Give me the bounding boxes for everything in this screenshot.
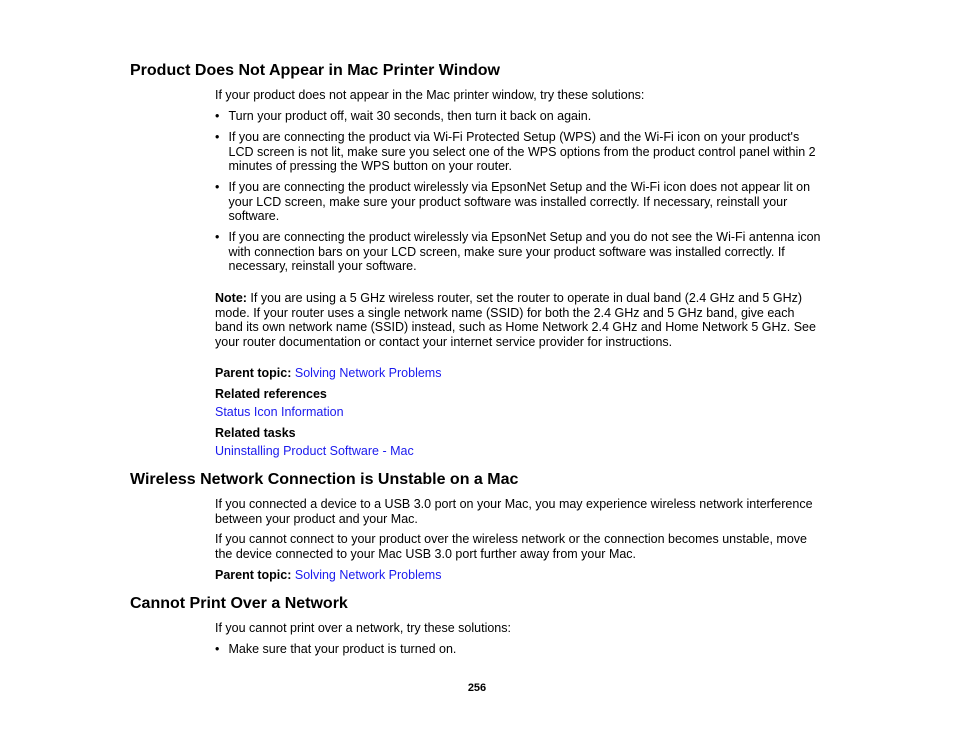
bullet-glyph: • xyxy=(215,130,220,144)
parent-topic xyxy=(215,568,825,583)
section-title-mac-printer-window: Product Does Not Appear in Mac Printer Window xyxy=(130,62,500,79)
bullet-glyph: • xyxy=(215,642,220,656)
note-paragraph xyxy=(215,291,825,349)
note-text: If you are using a 5 GHz wireless router, set the router to operate in dual band (2.4 GHz and 5 GHz) mode. If your router uses a single network name (SSID) for both the 2.4 GHz and 5 GHz band, give each band its own network name (SSID) instead, such as Home Network 2.4 GHz and Home Network 5 GHz. See your router documentation or contact your internet service provider for instructions. xyxy=(215,291,816,349)
list-item-text: Turn your product off, wait 30 seconds, then turn it back on again. xyxy=(228,109,592,123)
parent-topic-link[interactable]: Solving Network Problems xyxy=(294,568,442,582)
parent-topic-label: Parent topic: xyxy=(215,568,292,582)
bullet-glyph: • xyxy=(215,109,220,123)
list-item xyxy=(215,230,825,274)
section-title-cannot-print: Cannot Print Over a Network xyxy=(130,595,348,612)
list-item xyxy=(215,180,825,224)
section-title-wireless-unstable: Wireless Network Connection is Unstable on a Mac xyxy=(130,471,519,488)
list-item-text: If you are connecting the product wirelessly via EpsonNet Setup and you do not see the Wi-Fi antenna icon with connection bars on your LCD screen, make sure your product software was installed correctly. If necessary, reinstall your software. xyxy=(228,230,821,274)
uninstalling-software-link[interactable]: Uninstalling Product Software - Mac xyxy=(215,444,414,458)
list-item-text: If you are connecting the product via Wi-Fi Protected Setup (WPS) and the Wi-Fi icon on your product's LCD screen is not lit, make sure you select one of the WPS options from the product control panel within 2 minutes of pressing the WPS button on your router. xyxy=(228,130,816,174)
related-references-item xyxy=(215,405,825,420)
related-references-label xyxy=(215,387,825,402)
bullet-glyph: • xyxy=(215,180,220,194)
related-tasks-label xyxy=(215,426,825,441)
related-tasks-heading: Related tasks xyxy=(215,426,296,440)
list-item-text: If you are connecting the product wirelessly via EpsonNet Setup and the Wi-Fi icon does not appear lit on your LCD screen, make sure your product software was installed correctly. If necessary, reinstall your software. xyxy=(228,180,811,224)
list-item-text: Make sure that your product is turned on. xyxy=(228,642,457,656)
parent-topic-link[interactable]: Solving Network Problems xyxy=(294,366,442,380)
page-number: 256 xyxy=(467,682,487,694)
parent-topic xyxy=(215,366,825,381)
list-item xyxy=(215,109,825,124)
note-label: Note: xyxy=(215,291,247,305)
section-paragraph: If you connected a device to a USB 3.0 port on your Mac, you may experience wireless network interference between your product and your Mac. xyxy=(215,497,813,526)
list-item xyxy=(215,642,825,657)
status-icon-information-link[interactable]: Status Icon Information xyxy=(215,405,344,419)
related-references-heading: Related references xyxy=(215,387,327,401)
bullet-glyph: • xyxy=(215,230,220,244)
section-intro: If your product does not appear in the Mac printer window, try these solutions: xyxy=(215,88,645,102)
section-intro: If you cannot print over a network, try these solutions: xyxy=(215,621,511,635)
section-paragraph: If you cannot connect to your product over the wireless network or the connection becomes unstable, move the device connected to your Mac USB 3.0 port further away from your Mac. xyxy=(215,532,807,561)
related-tasks-item xyxy=(215,444,825,459)
list-item xyxy=(215,130,825,174)
parent-topic-label: Parent topic: xyxy=(215,366,292,380)
